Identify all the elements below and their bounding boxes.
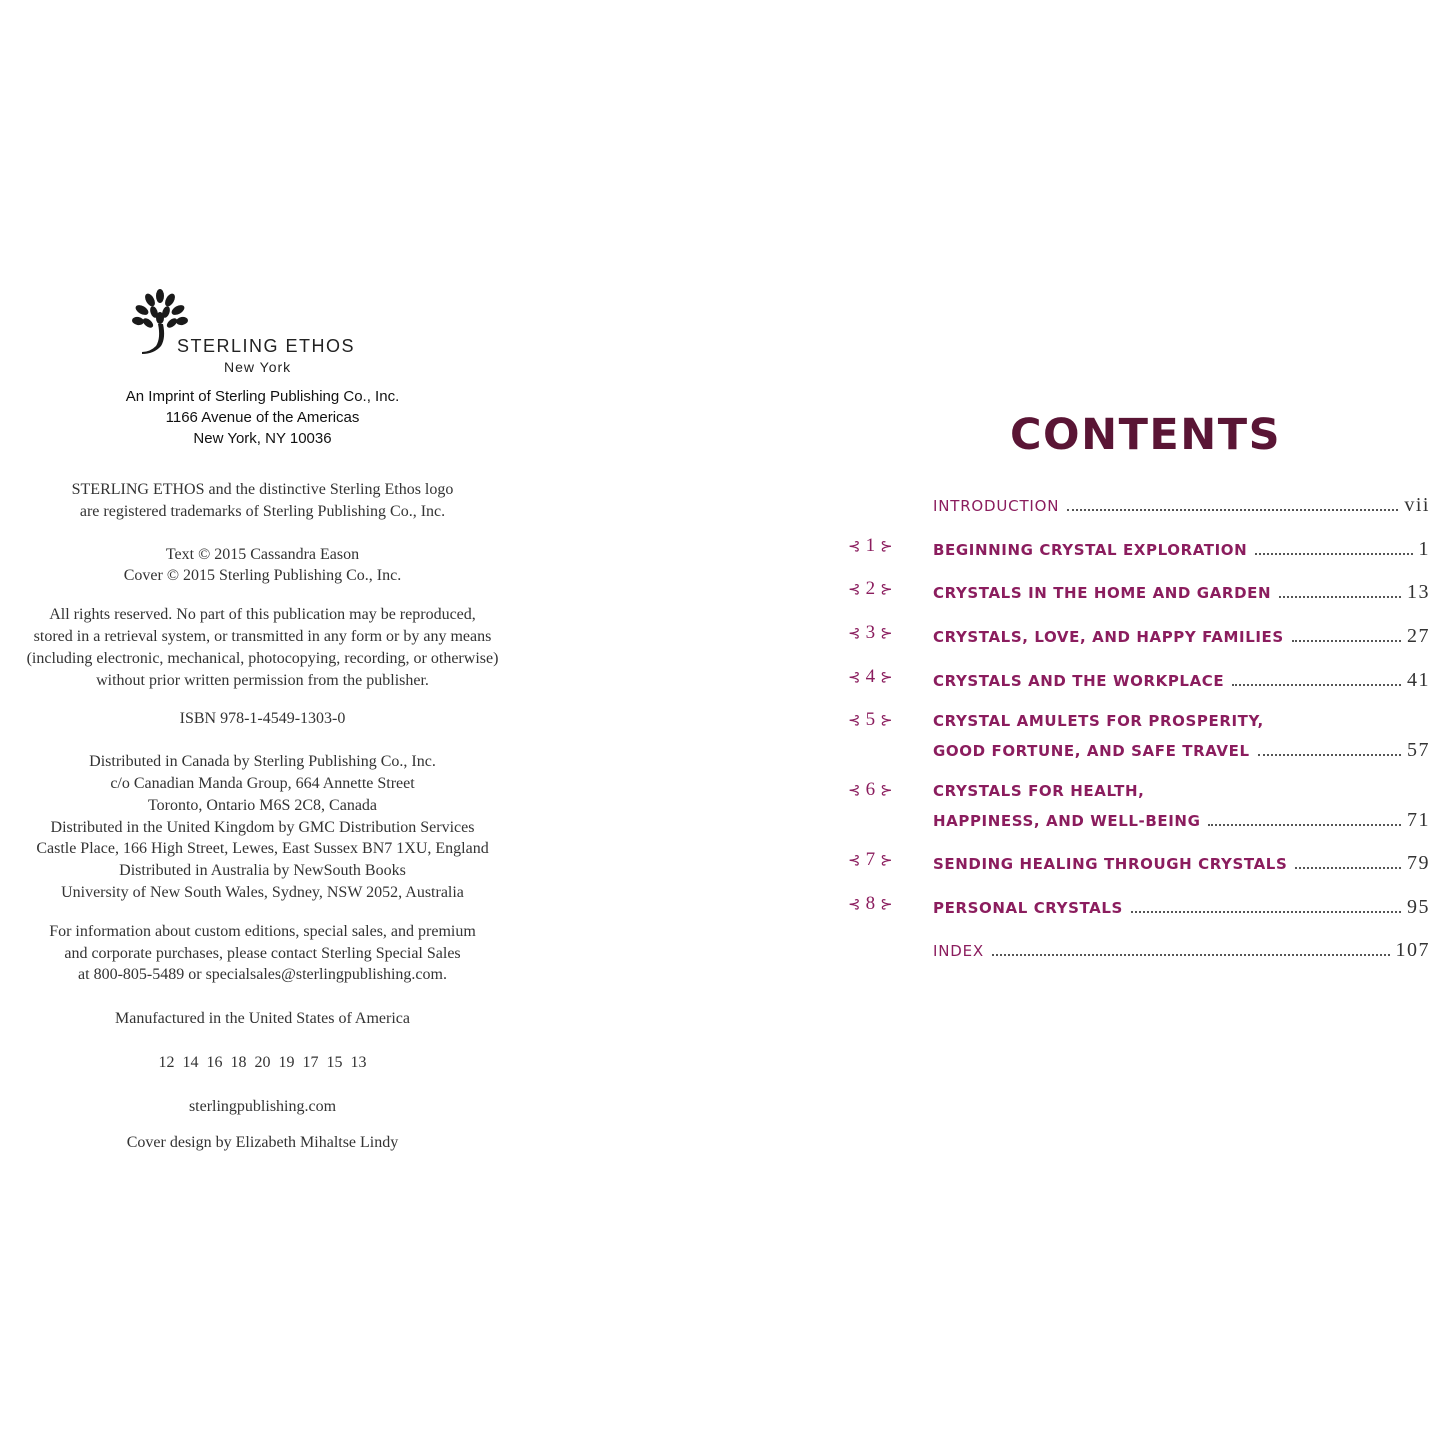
chapter-number-value: 2 [865, 578, 876, 599]
toc-entry-title: CRYSTALS IN THE HOME AND GARDEN [933, 584, 1272, 602]
ornament-right-icon: ⊱ [880, 783, 893, 799]
leader-dots [1255, 552, 1412, 555]
chapter-number [848, 578, 908, 600]
leader-dots [992, 953, 1390, 956]
contents-title: CONTENTS [1010, 410, 1282, 460]
website: sterlingpublishing.com [188, 1097, 337, 1115]
rights-line: stored in a retrieval system, or transmitted in any form or by any means [33, 627, 492, 645]
toc-page-number: 57 [1407, 739, 1430, 761]
distribution-line: c/o Canadian Manda Group, 664 Annette Street [110, 774, 415, 792]
rights-line: (including electronic, mechanical, photocopying, recording, or otherwise) [26, 649, 499, 667]
leader-dots [1258, 753, 1401, 756]
toc-entry-title: SENDING HEALING THROUGH CRYSTALS [933, 855, 1288, 873]
ornament-right-icon: ⊱ [880, 582, 893, 598]
chapter-number-value: 4 [865, 666, 876, 687]
leader-dots [1279, 595, 1401, 598]
chapter-number [848, 535, 908, 557]
rights-notice [0, 604, 525, 691]
trademark-line: are registered trademarks of Sterling Publishing Co., Inc. [79, 502, 446, 520]
chapter-number [848, 893, 908, 915]
toc-page-number: 71 [1407, 809, 1430, 831]
publisher-city: New York [224, 359, 292, 375]
toc-entry-title: INDEX [933, 942, 984, 960]
copyright-line: Text © 2015 Cassandra Eason [165, 545, 360, 563]
toc-page-number: 41 [1407, 669, 1430, 691]
distribution-line: Toronto, Ontario M6S 2C8, Canada [147, 796, 378, 814]
ornament-left-icon: ⊰ [848, 582, 861, 598]
chapter-number [848, 622, 908, 644]
trademark-notice [0, 479, 525, 523]
ornament-right-icon: ⊱ [880, 670, 893, 686]
ornament-left-icon: ⊰ [848, 783, 861, 799]
sales-notice [0, 921, 525, 986]
imprint-line: 1166 Avenue of the Americas [165, 409, 360, 426]
distribution-line: University of New South Wales, Sydney, NSW 2052, Australia [61, 883, 464, 901]
chapter-number [848, 779, 908, 801]
toc-page-number: 95 [1407, 896, 1430, 918]
toc-entry-title: CRYSTALS AND THE WORKPLACE [933, 672, 1225, 690]
ornament-left-icon: ⊰ [848, 670, 861, 686]
toc-page-number: 27 [1407, 625, 1430, 647]
imprint-address [0, 386, 525, 449]
distribution-line: Castle Place, 166 High Street, Lewes, East Sussex BN7 1XU, England [36, 840, 489, 858]
manufactured-notice: Manufactured in the United States of America [114, 1010, 410, 1028]
leader-dots [1208, 823, 1401, 826]
chapter-number-value: 3 [865, 622, 876, 643]
ornament-left-icon: ⊰ [848, 897, 861, 913]
publisher-logo [0, 280, 525, 380]
ornament-right-icon: ⊱ [880, 713, 893, 729]
leader-dots [1292, 639, 1401, 642]
ornament-right-icon: ⊱ [880, 853, 893, 869]
leader-dots [1131, 910, 1401, 913]
ornament-left-icon: ⊰ [848, 853, 861, 869]
toc-entry-title: PERSONAL CRYSTALS [933, 899, 1123, 917]
sales-line: For information about custom editions, special sales, and premium [49, 922, 476, 940]
toc-entry-title-line1: CRYSTAL AMULETS FOR PROSPERITY, [933, 712, 1264, 730]
print-line: 12 14 16 18 20 19 17 15 13 [158, 1053, 367, 1071]
chapter-number [848, 666, 908, 688]
chapter-number-value: 5 [865, 709, 876, 730]
toc-entry-title-line1: CRYSTALS FOR HEALTH, [933, 782, 1145, 800]
imprint-line: New York, NY 10036 [193, 430, 332, 447]
copyright-line: Cover © 2015 Sterling Publishing Co., Inc. [123, 567, 402, 585]
toc-page-number: 1 [1418, 538, 1430, 560]
leader-dots [1295, 866, 1401, 869]
toc-page-number: 107 [1395, 939, 1430, 961]
ornament-right-icon: ⊱ [880, 626, 893, 642]
trademark-line: STERLING ETHOS and the distinctive Sterling Ethos logo [71, 481, 454, 498]
copyright-page [0, 280, 525, 1153]
chapter-number [848, 709, 908, 731]
isbn: ISBN 978-1-4549-1303-0 [179, 710, 346, 728]
chapter-number-value: 8 [865, 893, 876, 914]
toc-entry-title: HAPPINESS, AND WELL-BEING [933, 812, 1201, 830]
toc-entry-title: BEGINNING CRYSTAL EXPLORATION [933, 541, 1248, 559]
ornament-left-icon: ⊰ [848, 713, 861, 729]
copyright-notice [0, 544, 525, 588]
rights-line: All rights reserved. No part of this publication may be reproduced, [49, 606, 476, 624]
sales-line: and corporate purchases, please contact Sterling Special Sales [64, 944, 461, 962]
cover-design-credit: Cover design by Elizabeth Mihaltse Lindy [126, 1133, 399, 1151]
distribution-line: Distributed in Australia by NewSouth Books [119, 862, 406, 880]
leader-dots [1067, 508, 1398, 511]
toc-page-number: 13 [1407, 581, 1430, 603]
distribution-line: Distributed in the United Kingdom by GMC Distribution Services [50, 818, 475, 836]
toc-entry-title: CRYSTALS, LOVE, AND HAPPY FAMILIES [933, 628, 1284, 646]
chapter-number-value: 7 [865, 849, 876, 870]
leader-dots [1232, 683, 1401, 686]
publisher-name: STERLING ETHOS [177, 336, 356, 356]
ornament-left-icon: ⊰ [848, 539, 861, 555]
chapter-number-value: 6 [865, 779, 876, 800]
ornament-right-icon: ⊱ [880, 539, 893, 555]
distribution-line: Distributed in Canada by Sterling Publishing Co., Inc. [89, 753, 436, 771]
chapter-number-value: 1 [865, 535, 876, 556]
ornament-left-icon: ⊰ [848, 626, 861, 642]
imprint-line: An Imprint of Sterling Publishing Co., Inc. [125, 388, 400, 405]
toc-entry-title: GOOD FORTUNE, AND SAFE TRAVEL [933, 742, 1250, 760]
chapter-number [848, 849, 908, 871]
toc-entry-title: INTRODUCTION [933, 497, 1060, 515]
distribution-notice [0, 751, 525, 904]
sales-line: at 800-805-5489 or specialsales@sterlingpublishing.com. [78, 966, 447, 984]
toc-page-number: vii [1404, 494, 1430, 516]
rights-line: without prior written permission from the publisher. [96, 671, 429, 689]
toc-page-number: 79 [1407, 852, 1430, 874]
ornament-right-icon: ⊱ [880, 897, 893, 913]
